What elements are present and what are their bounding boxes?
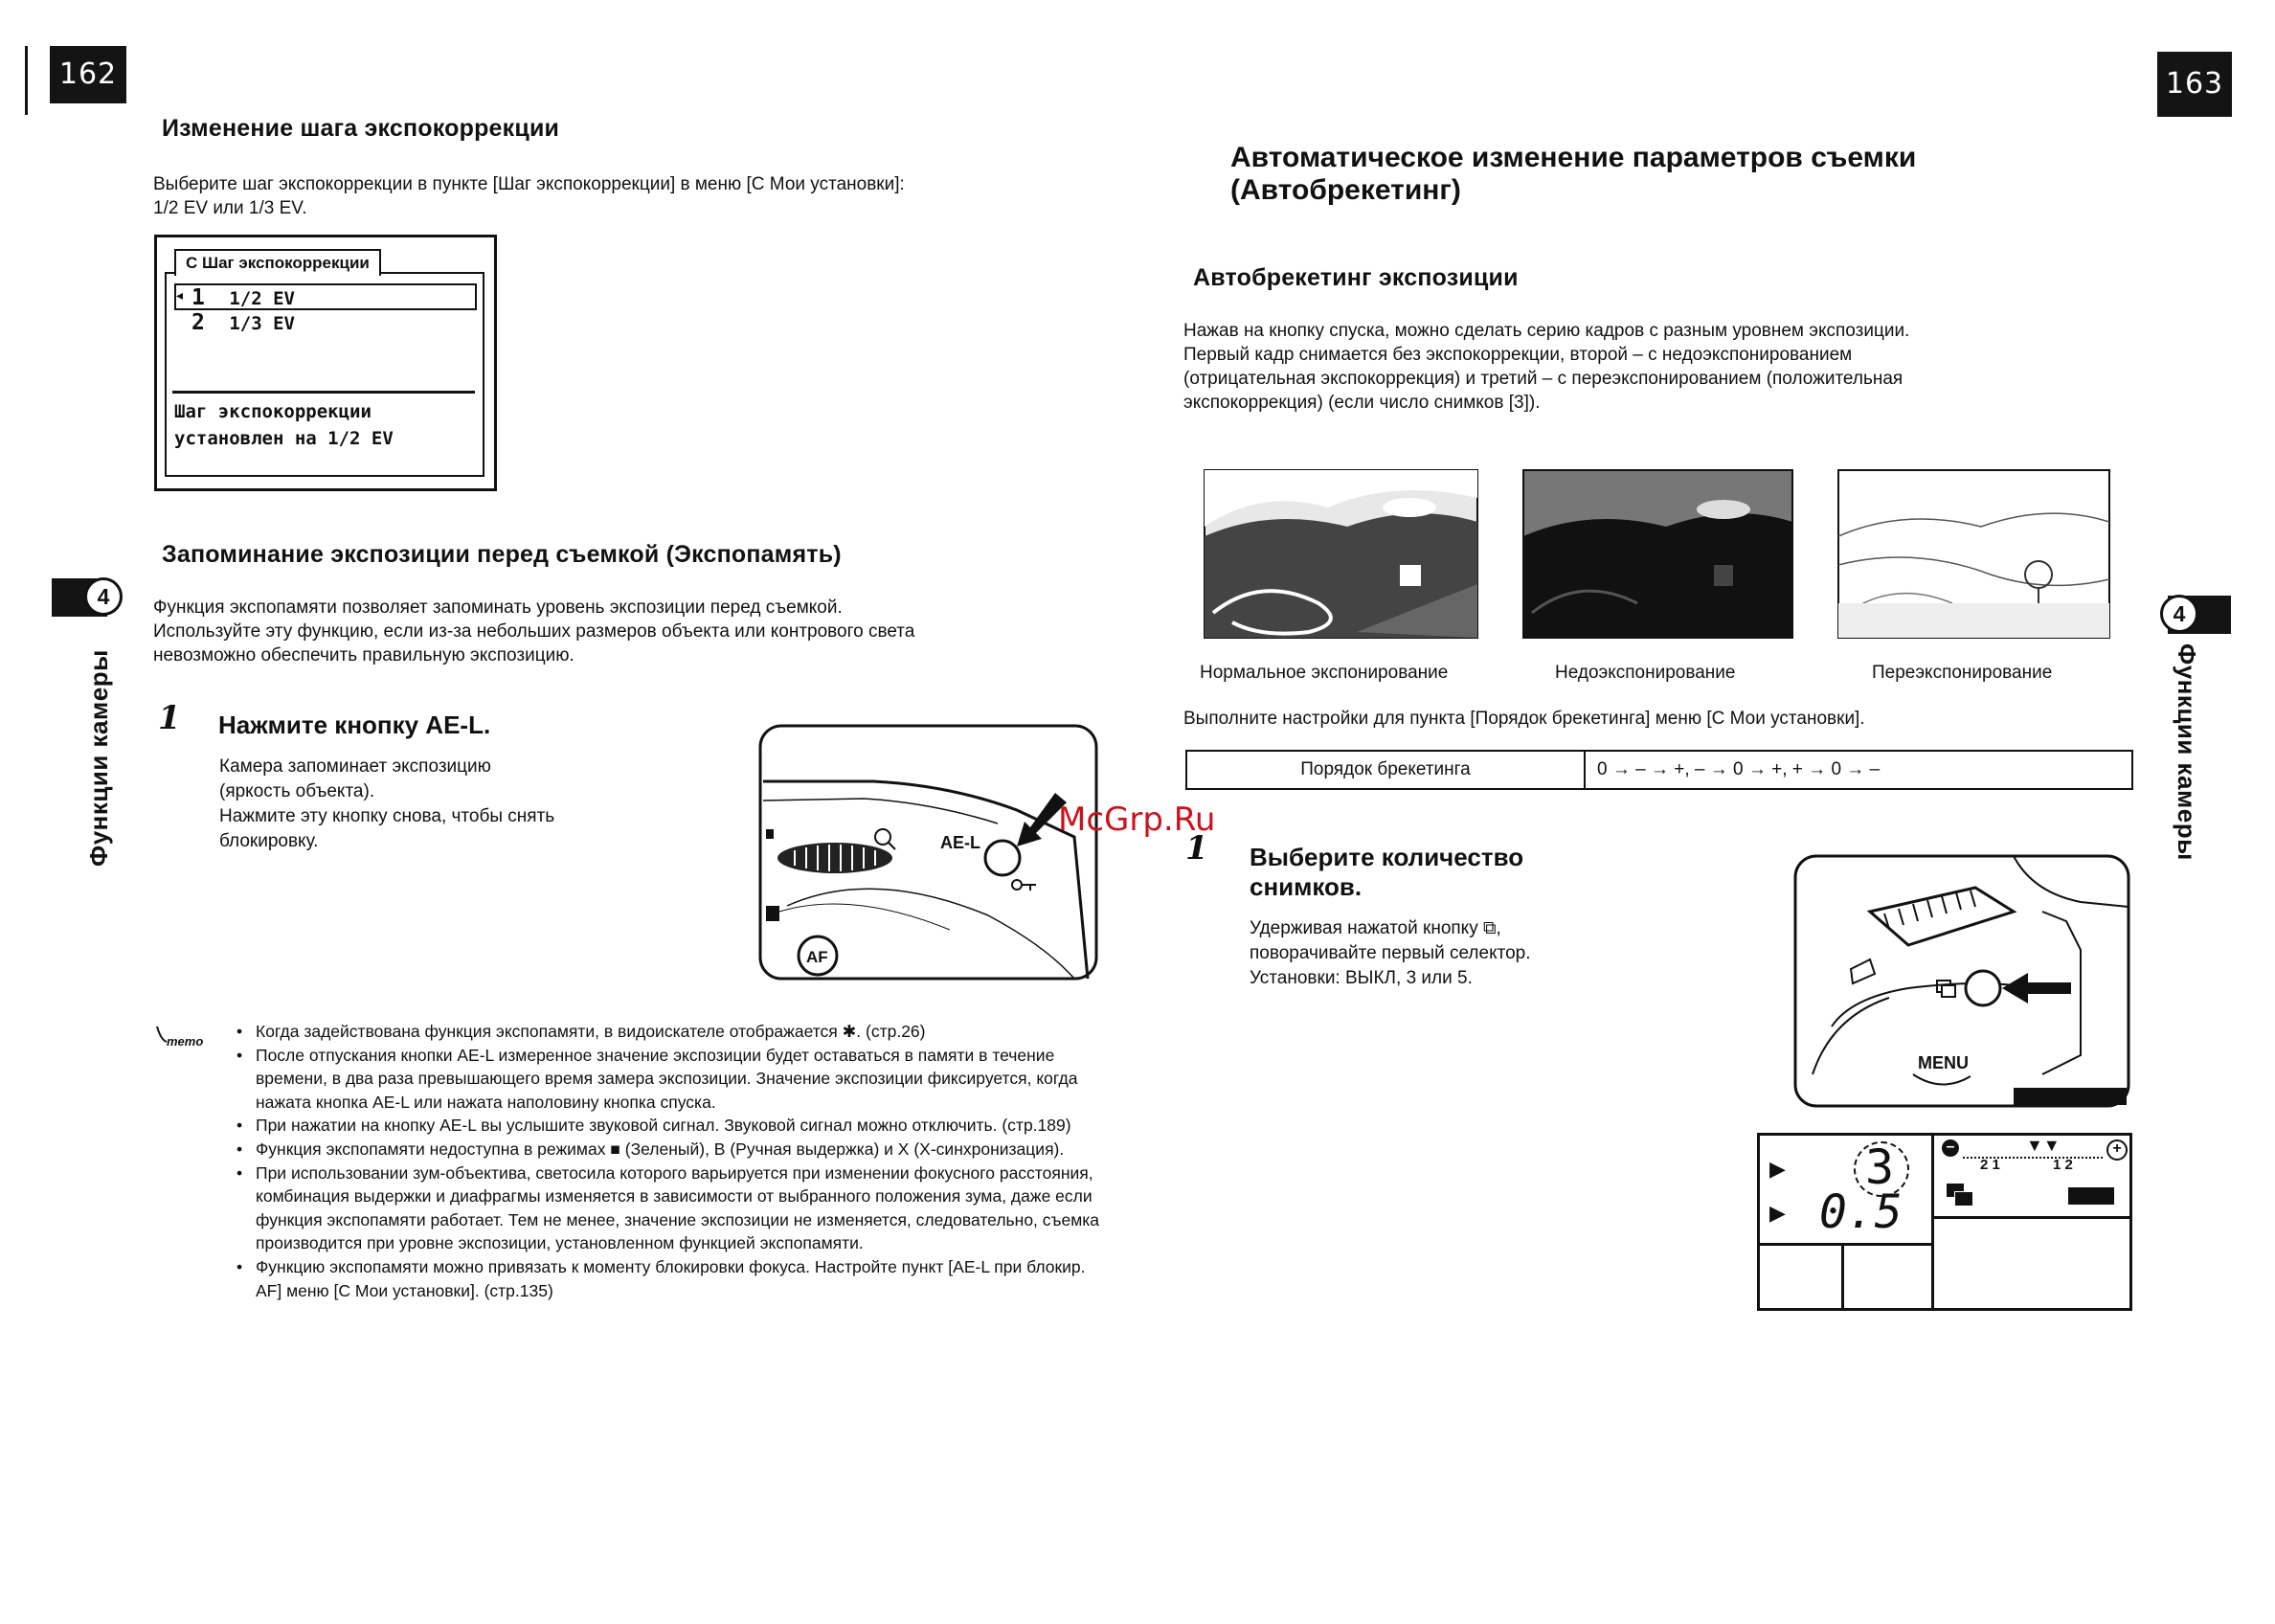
table-cell-value: 0 → – → +, – → 0 → +, + → 0 → – — [1585, 751, 2132, 789]
menu-divider — [172, 391, 475, 394]
step-title: Нажмите кнопку AE-L. — [218, 710, 491, 739]
paragraph-line: невозможно обеспечить правильную экспозицию. — [153, 645, 574, 665]
step-number: 1 — [158, 699, 181, 737]
page-number-left: 162 — [50, 46, 126, 103]
step-text — [219, 755, 698, 854]
menu-item-number: 1 — [191, 285, 205, 310]
lcd-shots-count: 3 — [1865, 1139, 1895, 1195]
step-number: 1 — [1185, 829, 1208, 868]
camera-illustration-drive — [1793, 854, 2130, 1108]
note-item: • Когда задействована функция экспопамяти, в видоискателе отображается ✱. (стр.26) — [235, 1020, 1101, 1044]
lcd-horizontal-divider — [1760, 1243, 1931, 1246]
paragraph-line: Нажав на кнопку спуска, можно сделать серию кадров с разным уровнем экспозиции. — [1183, 321, 1910, 341]
note-item: • Функцию экспопамяти можно привязать к моменту блокировки фокуса. Настройте пункт [AE-L при блокир. AF] меню [C Мои установки]. (стр.135) — [235, 1255, 1101, 1302]
bracketing-order-table — [1185, 750, 2133, 790]
main-heading-line: Автоматическое изменение параметров съемки — [1230, 142, 1917, 173]
memo-label: memo — [167, 1034, 204, 1049]
paragraph-line: Используйте эту функцию, если из-за небольших размеров объекта или контрового света — [153, 621, 915, 642]
lcd-vertical-divider — [1931, 1136, 1934, 1308]
main-heading — [1230, 142, 1916, 207]
sub-heading-bracketing: Автобрекетинг экспозиции — [1193, 264, 1519, 291]
paragraph-line: Первый кадр снимается без экспокоррекции, второй – с недоэкспонированием — [1183, 345, 1853, 365]
step-title-line: снимков. — [1250, 872, 1363, 901]
menu-item-label: 1/3 EV — [229, 313, 295, 334]
page-edge-line — [25, 46, 28, 115]
menu-tab: C Шаг экспокоррекции — [174, 249, 381, 276]
chapter-label-right: Функции камеры — [2173, 643, 2201, 861]
menu-item — [191, 310, 295, 335]
minus-circle-icon: – — [1942, 1139, 1959, 1157]
caption-under: Недоэкспонирование — [1555, 663, 1736, 683]
bracketing-paragraph — [1183, 319, 2141, 415]
step-text — [1250, 916, 1728, 991]
lcd-right-divider — [1934, 1216, 2129, 1219]
paragraph-line: Функция экспопамяти позволяет запоминать уровень экспозиции перед съемкой. — [153, 598, 843, 618]
selection-arrow-icon: ◂ — [176, 287, 184, 303]
note-item: • При использовании зум-объектива, светосила которого варьируется при изменении фокусного расстояния, комбинация выдержки и диафрагмы изменяется в зависимости от выбранного положения зума, даже если функция экспопамяти работает. Тем не менее, значение экспозиции не изменяется, следовательно, съемка производится при уровне экспозиции, установленном функцией экспопамяти. — [235, 1162, 1101, 1255]
main-heading-line: (Автобрекетинг) — [1230, 174, 1461, 206]
section-heading-ae-lock: Запоминание экспозиции перед съемкой (Экспопамять) — [162, 541, 842, 568]
paragraph-line: экспокоррекция) (если число снимков [3]). — [1183, 393, 1541, 413]
note-item: • Функция экспопамяти недоступна в режимах ■ (Зеленый), B (Ручная выдержка) и X (Х-синхронизация). — [235, 1138, 1101, 1162]
menu-status-text — [174, 398, 394, 452]
lcd-bottom-divider — [1841, 1243, 1844, 1308]
section-paragraph-exposure-step — [153, 172, 1111, 220]
sample-image-normal — [1204, 469, 1478, 639]
note-item: • При нажатии на кнопку AE-L вы услышите звуковой сигнал. Звуковой сигнал можно отключить. (стр.189) — [235, 1114, 1101, 1138]
drive-mode-icon — [1947, 1184, 1975, 1207]
step-title-line: Выберите количество — [1250, 843, 1524, 871]
table-row — [1186, 751, 2132, 789]
step-line: Нажмите эту кнопку снова, чтобы снять — [219, 806, 555, 826]
step-line: (яркость объекта). — [219, 781, 375, 801]
step-line: блокировку. — [219, 831, 319, 851]
section-heading-exposure-step: Изменение шага экспокоррекции — [162, 115, 560, 142]
menu-screenshot — [154, 235, 497, 491]
camera-illustration-ael — [758, 724, 1098, 981]
scale-label-right: 1 2 — [2053, 1157, 2073, 1173]
menu-item — [191, 285, 295, 310]
status-line: установлен на 1/2 EV — [174, 428, 394, 449]
notes-list — [235, 1020, 1101, 1302]
status-line: Шаг экспокоррекции — [174, 401, 372, 422]
caption-over: Переэкспонирование — [1872, 663, 2053, 683]
chapter-label-left: Функции камеры — [84, 649, 113, 867]
ael-button-label: AE-L — [940, 833, 980, 852]
menu-button-label: MENU — [1918, 1053, 1969, 1072]
step-line: Удерживая нажатой кнопку ⧉, — [1250, 918, 1501, 938]
plus-circle-icon: + — [2106, 1139, 2128, 1161]
lcd-panel — [1757, 1133, 2132, 1311]
watermark: McGrp.Ru — [1058, 801, 1216, 839]
scale-marker: ▼▼ — [2026, 1136, 2061, 1155]
step-title — [1250, 843, 1523, 902]
sample-image-over — [1837, 469, 2110, 639]
note-item: • После отпускания кнопки AE-L измеренное значение экспозиции будет оставаться в памяти в течение времени, в два раза превышающего время замера экспозиции. Значение экспозиции фиксируется, когда нажата кнопка AE-L или нажата наполовину кнопка спуска. — [235, 1044, 1101, 1115]
play-arrow-icon: ▶ — [1769, 1157, 1786, 1181]
chapter-number-left: 4 — [84, 577, 123, 616]
step-line: Камера запоминает экспозицию — [219, 756, 491, 777]
scale-label-left: 2 1 — [1980, 1157, 2000, 1173]
paragraph-line: Выберите шаг экспокоррекции в пункте [Шаг экспокоррекции] в меню [C Мои установки]: — [153, 174, 905, 194]
step-line: поворачивайте первый селектор. — [1250, 943, 1531, 963]
chapter-number-right: 4 — [2160, 595, 2198, 633]
caption-normal: Нормальное экспонирование — [1200, 663, 1449, 683]
paragraph-line: 1/2 EV или 1/3 EV. — [153, 198, 307, 218]
lcd-step-value: 0.5 — [1819, 1185, 1903, 1239]
page-number-right: 163 — [2157, 52, 2232, 117]
step-line: Установки: ВЫКЛ, 3 или 5. — [1250, 968, 1473, 988]
paragraph-line: (отрицательная экспокоррекция) и третий – с переэкспонированием (положительная — [1183, 369, 1903, 389]
sample-image-under — [1522, 469, 1793, 639]
menu-item-label: 1/2 EV — [229, 288, 295, 309]
battery-icon — [2068, 1187, 2114, 1205]
menu-item-number: 2 — [191, 310, 205, 335]
section-paragraph-ae-lock — [153, 596, 1111, 667]
play-arrow-icon: ▶ — [1769, 1201, 1786, 1225]
table-cell-label: Порядок брекетинга — [1186, 751, 1585, 789]
settings-line: Выполните настройки для пункта [Порядок брекетинга] меню [C Мои установки]. — [1183, 709, 1865, 729]
af-button-label: AF — [806, 948, 828, 966]
